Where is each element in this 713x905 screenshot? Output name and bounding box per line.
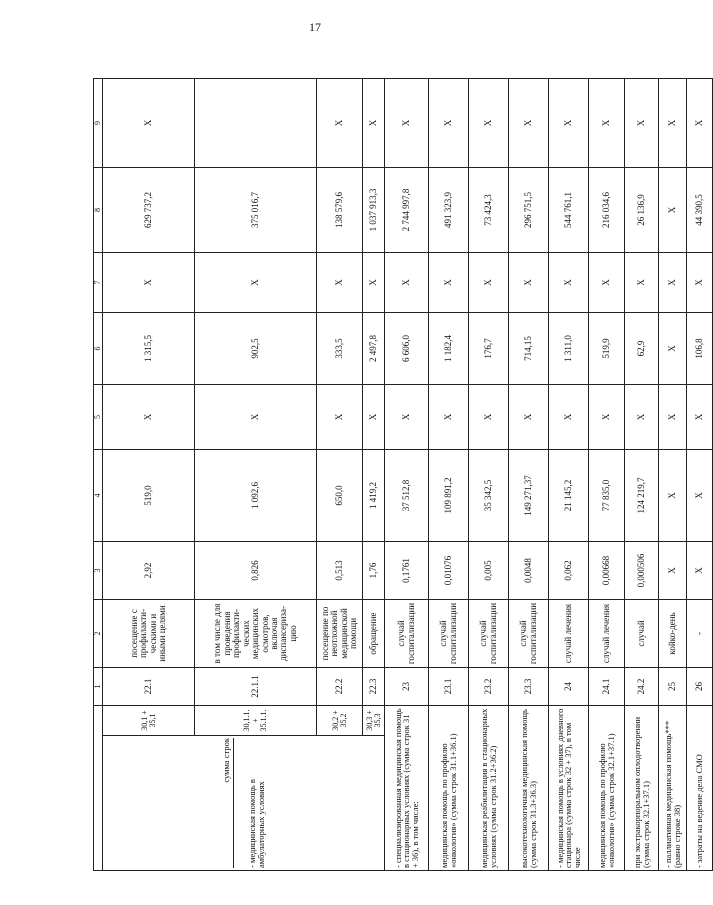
table-row: [509, 79, 549, 871]
cell-c5: X: [195, 385, 317, 450]
cell-c3: 0,826: [195, 542, 317, 600]
table-row: [429, 79, 469, 871]
cell-c2: случай госпитализации: [429, 600, 469, 668]
column-number-row: [94, 79, 103, 871]
cell-c3: 0,062: [549, 542, 589, 600]
cell-c7: X: [509, 253, 549, 313]
cell-c7: X: [469, 253, 509, 313]
cell-c9: X: [589, 79, 625, 168]
rotated-table-wrapper: [93, 79, 705, 871]
cell-c1: 24.1: [589, 668, 625, 706]
cell-c4: X: [687, 450, 713, 542]
col-number: 7: [94, 253, 103, 313]
cell-c6: 62,9: [625, 313, 659, 385]
cell-c6: 714,15: [509, 313, 549, 385]
row-label: высокотехнологичная медицинская помощь (сумма строк 31.3+36.3): [509, 706, 549, 871]
cell-c8: 375 016,7: [195, 168, 317, 253]
cell-c6: 333,5: [317, 313, 363, 385]
row-label: - специализированная медицинская помощь в стационарных условиях (сумма строк 31 + 36), в том числе:: [385, 706, 429, 871]
cell-c4: 650,0: [317, 450, 363, 542]
table-row: [625, 79, 659, 871]
cell-c3: 0,01076: [429, 542, 469, 600]
cell-c6: 2 497,8: [363, 313, 385, 385]
col-number: 6: [94, 313, 103, 385]
col-number: 2: [94, 600, 103, 668]
cell-c7: X: [317, 253, 363, 313]
cell-c5: X: [429, 385, 469, 450]
cell-c3: 0,00668: [589, 542, 625, 600]
row-label: - затраты на ведение дела СМО: [687, 706, 713, 871]
cell-c1: 26: [687, 668, 713, 706]
cell-c2: случай: [625, 600, 659, 668]
cell-c9: X: [317, 79, 363, 168]
header-blank: [94, 706, 103, 871]
cell-c3: 0,1761: [385, 542, 429, 600]
cell-c3: 0,000506: [625, 542, 659, 600]
cell-c7: X: [195, 253, 317, 313]
cell-c4: 77 835,0: [589, 450, 625, 542]
cell-c8: 629 737,2: [103, 168, 195, 253]
table-row: [469, 79, 509, 871]
cell-c9: X: [509, 79, 549, 168]
cell-c1: 22.3: [363, 668, 385, 706]
col-number: 4: [94, 450, 103, 542]
cell-c5: X: [317, 385, 363, 450]
cell-c7: X: [363, 253, 385, 313]
cell-c4: X: [659, 450, 687, 542]
cell-c3: 0,513: [317, 542, 363, 600]
col-number: 8: [94, 168, 103, 253]
cell-c2: случай лечения: [589, 600, 625, 668]
cell-c6: 1 182,4: [429, 313, 469, 385]
cell-c7: X: [659, 253, 687, 313]
cell-c3: 2,92: [103, 542, 195, 600]
cell-c1: 24.2: [625, 668, 659, 706]
table-row: [103, 79, 195, 871]
cell-c7: X: [687, 253, 713, 313]
cell-c8: 138 579,6: [317, 168, 363, 253]
row-label: при экстракорпоральном оплодотворении (сумма строк 32.1+37.1): [625, 706, 659, 871]
row-label: медицинская помощь по профилю «онкология» (сумма строк 31.1+36.1): [429, 706, 469, 871]
cell-c2: посещение по неотложной медицинской помощи: [317, 600, 363, 668]
row-label: сумма строк - медицинская помощь в амбулаторных условиях: [103, 736, 385, 871]
cell-c6: 902,5: [195, 313, 317, 385]
cell-c5: X: [509, 385, 549, 450]
cell-c8: 296 751,5: [509, 168, 549, 253]
cell-c4: 149 271,37: [509, 450, 549, 542]
cell-c4: 124 219,7: [625, 450, 659, 542]
cell-c9: X: [469, 79, 509, 168]
sum-cell: 30,1 + 35,1: [103, 706, 195, 736]
cell-c2: случай госпитализации: [509, 600, 549, 668]
cell-c8: 26 136,9: [625, 168, 659, 253]
cell-c3: 0,005: [469, 542, 509, 600]
cell-c7: X: [589, 253, 625, 313]
cell-c4: 1 092,6: [195, 450, 317, 542]
cell-c2: в том числе для проведения профилакти-ческих медицинских осмотров, включая диспансериза-цию: [195, 600, 317, 668]
cell-c6: 6 606,0: [385, 313, 429, 385]
cell-c6: 176,7: [469, 313, 509, 385]
cell-c8: 1 037 913,3: [363, 168, 385, 253]
cell-c5: X: [385, 385, 429, 450]
cell-c1: 23.1: [429, 668, 469, 706]
cell-c4: 21 145,2: [549, 450, 589, 542]
col-number: 5: [94, 385, 103, 450]
cell-c9: X: [687, 79, 713, 168]
cell-c4: 519,0: [103, 450, 195, 542]
cell-c8: X: [659, 168, 687, 253]
cell-c6: 519,9: [589, 313, 625, 385]
cell-c7: X: [625, 253, 659, 313]
cell-c6: 1 315,5: [103, 313, 195, 385]
cell-c9: X: [363, 79, 385, 168]
cell-c1: 22.1.1: [195, 668, 317, 706]
cell-c1: 23.3: [509, 668, 549, 706]
sum-cell: 30,1.1. + 35.1.1.: [195, 706, 317, 736]
cell-c5: X: [659, 385, 687, 450]
cell-c2: случай госпитализации: [469, 600, 509, 668]
row-label: медицинская реабилитация в стационарных условиях (сумма строк 31.2+36.2): [469, 706, 509, 871]
cell-c2: койко-день: [659, 600, 687, 668]
cell-c6: X: [659, 313, 687, 385]
cell-c2: -: [687, 600, 713, 668]
cell-c9: X: [549, 79, 589, 168]
cell-c5: X: [363, 385, 385, 450]
cell-c5: X: [687, 385, 713, 450]
summa-strok-label: сумма строк: [222, 738, 234, 868]
cell-c5: X: [549, 385, 589, 450]
cell-c4: 1 419,2: [363, 450, 385, 542]
row-label: - медицинская помощь в условиях дневного стационара (сумма строк 32 + 37), в том числе: [549, 706, 589, 871]
cell-c9: X: [659, 79, 687, 168]
cell-c1: 25: [659, 668, 687, 706]
cell-c7: X: [385, 253, 429, 313]
cell-c2: обращение: [363, 600, 385, 668]
cell-c5: X: [469, 385, 509, 450]
table-row: [687, 79, 713, 871]
cell-c2: посещение с профилакти-ческими и иными целями: [103, 600, 195, 668]
table-row: [659, 79, 687, 871]
cell-c7: X: [103, 253, 195, 313]
cell-c4: 35 342,5: [469, 450, 509, 542]
row-label: медицинская помощь по профилю «онкология» (сумма строк 32.1+37.1): [589, 706, 625, 871]
cell-c2: случай лечения: [549, 600, 589, 668]
cell-c2: случай госпитализации: [385, 600, 429, 668]
cell-c8: 491 323,9: [429, 168, 469, 253]
cell-c4: 37 512,8: [385, 450, 429, 542]
sum-cell: 30,2 + 35,2: [317, 706, 363, 736]
cell-c6: 1 311,0: [549, 313, 589, 385]
page-number: 17: [309, 20, 321, 34]
table-row: [549, 79, 589, 871]
cell-c3: 1,76: [363, 542, 385, 600]
budget-table: [93, 78, 713, 871]
row-label: - паллиативная медицинская помощь*** (равно строке 38): [659, 706, 687, 871]
col-number: 3: [94, 542, 103, 600]
cell-c5: X: [589, 385, 625, 450]
cell-c3: X: [687, 542, 713, 600]
cell-c8: 544 761,1: [549, 168, 589, 253]
cell-c4: 109 891,2: [429, 450, 469, 542]
cell-c1: 22.1: [103, 668, 195, 706]
col-number: 1: [94, 668, 103, 706]
cell-c8: 73 424,3: [469, 168, 509, 253]
cell-c5: X: [625, 385, 659, 450]
table-row: [589, 79, 625, 871]
sum-cell: 30,3 + 35,3: [363, 706, 385, 736]
table-row: [385, 79, 429, 871]
cell-c6: 106,8: [687, 313, 713, 385]
cell-c1: 24: [549, 668, 589, 706]
cell-c7: X: [549, 253, 589, 313]
cell-c8: 44 390,5: [687, 168, 713, 253]
cell-c9: X: [429, 79, 469, 168]
cell-c9: [195, 79, 317, 168]
cell-c9: X: [625, 79, 659, 168]
cell-c8: 2 744 997,8: [385, 168, 429, 253]
cell-c3: X: [659, 542, 687, 600]
cell-c9: X: [385, 79, 429, 168]
cell-c1: 22.2: [317, 668, 363, 706]
col-number: 9: [94, 79, 103, 168]
cell-c1: 23: [385, 668, 429, 706]
cell-c9: X: [103, 79, 195, 168]
cell-c7: X: [429, 253, 469, 313]
cell-c8: 216 034,6: [589, 168, 625, 253]
cell-c3: 0,0048: [509, 542, 549, 600]
cell-c5: X: [103, 385, 195, 450]
cell-c1: 23.2: [469, 668, 509, 706]
